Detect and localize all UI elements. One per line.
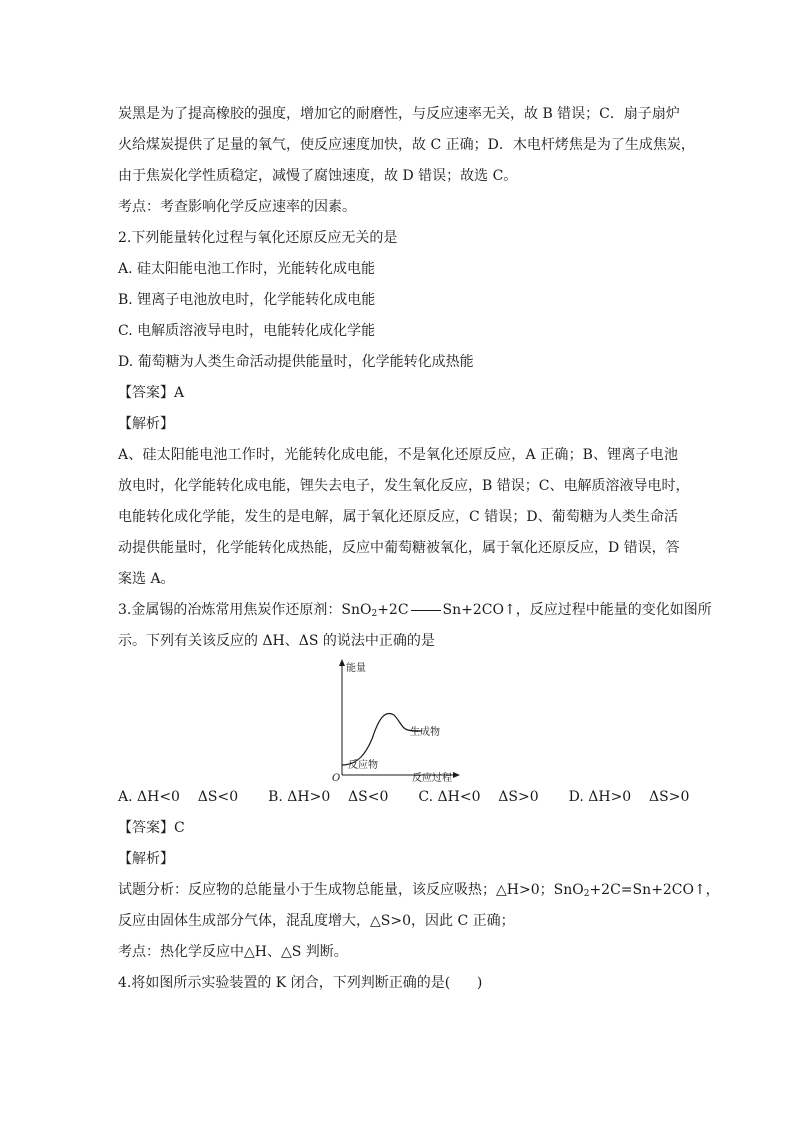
kaodian-line: 考点：热化学反应中△H、△S 判断。 <box>118 944 348 960</box>
question-2-option-d: D. 葡萄糖为人类生命活动提供能量时，化学能转化成热能 <box>118 354 474 370</box>
text-line: 火给煤炭提供了足量的氧气，使反应速度加快，故 C 正确；D．木电杆烤焦是为了生成焦炭， <box>118 137 695 153</box>
x-axis-arrow-icon <box>453 772 460 778</box>
analysis-text: +2C=Sn+2CO↑， <box>589 882 720 898</box>
stem-text: 3.金属锡的冶炼常用焦炭作还原剂：SnO <box>118 602 372 618</box>
question-3-stem-line2: 示。下列有关该反应的 ΔH、ΔS 的说法中正确的是 <box>118 633 435 649</box>
question-3-options <box>118 782 690 813</box>
text-line: 炭黑是为了提高橡胶的强度，增加它的耐磨性，与反应速率无关，故 B 错误；C．扇子扇炉 <box>118 106 680 122</box>
analysis-line: 案选 A。 <box>118 571 175 587</box>
stem-text: +2C <box>377 602 409 618</box>
y-axis-arrow-icon <box>339 659 345 666</box>
question-3-stem-line1 <box>118 595 712 626</box>
question-3-analysis-label: 【解析】 <box>118 851 174 867</box>
analysis-line: 电能转化成化学能，发生的是电解，属于氧化还原反应，C 错误；D、葡萄糖为人类生命活 <box>118 509 678 525</box>
question-3-option-b: B. ΔH>0 ΔS<0 <box>268 789 389 805</box>
question-4-stem: 4.将如图所示实验装置的 K 闭合，下列判断正确的是( ) <box>118 975 483 991</box>
stem-text: Sn+2CO↑，反应过程中能量的变化如图所 <box>442 602 712 618</box>
reactant-label: 反应物 <box>348 760 378 771</box>
question-2-stem: 2.下列能量转化过程与氧化还原反应无关的是 <box>118 230 398 246</box>
question-2-option-a: A. 硅太阳能电池工作时，光能转化成电能 <box>118 261 376 277</box>
analysis-line: 放电时，化学能转化成电能，锂失去电子，发生氧化反应，B 错误；C、电解质溶液导电时， <box>118 478 690 494</box>
reaction-arrow-line <box>411 610 441 611</box>
origin-label: O <box>332 773 341 784</box>
y-axis-label: 能量 <box>346 663 366 674</box>
question-3-option-a: A. ΔH<0 ΔS<0 <box>118 789 239 805</box>
analysis-line: A、硅太阳能电池工作时，光能转化成电能，不是氧化还原反应，A 正确；B、锂离子电池 <box>118 447 678 463</box>
question-3-option-d: D. ΔH>0 ΔS>0 <box>568 789 690 805</box>
question-2-option-b: B. 锂离子电池放电时，化学能转化成电能 <box>118 292 376 308</box>
question-3-answer: 【答案】C <box>118 820 185 836</box>
subscript: 2 <box>371 609 378 619</box>
energy-diagram <box>328 657 463 782</box>
text-line: 由于焦炭化学性质稳定，减慢了腐蚀速度，故 D 错误；故选 C。 <box>118 168 518 184</box>
question-2-analysis-label: 【解析】 <box>118 416 174 432</box>
page-content <box>118 99 720 999</box>
analysis-line: 反应由固体生成部分气体，混乱度增大，△S>0，因此 C 正确； <box>118 913 515 929</box>
kaodian-line: 考点：考查影响化学反应速率的因素。 <box>118 199 356 215</box>
energy-curve <box>342 713 422 765</box>
x-axis-label: 反应过程 <box>412 773 452 784</box>
question-3-option-c: C. ΔH<0 ΔS>0 <box>418 789 539 805</box>
question-2-option-c: C. 电解质溶液导电时，电能转化成化学能 <box>118 323 376 339</box>
analysis-line: 动提供能量时，化学能转化成热能，反应中葡萄糖被氧化，属于氧化还原反应，D 错误，答 <box>118 540 680 556</box>
question-2-answer: 【答案】A <box>118 385 185 401</box>
analysis-text: 试题分析：反应物的总能量小于生成物总能量，该反应吸热；△H>0；SnO <box>118 882 584 898</box>
analysis-line <box>118 875 720 906</box>
subscript: 2 <box>583 889 590 899</box>
energy-diagram-figure <box>118 657 678 782</box>
product-label: 生成物 <box>410 727 440 738</box>
